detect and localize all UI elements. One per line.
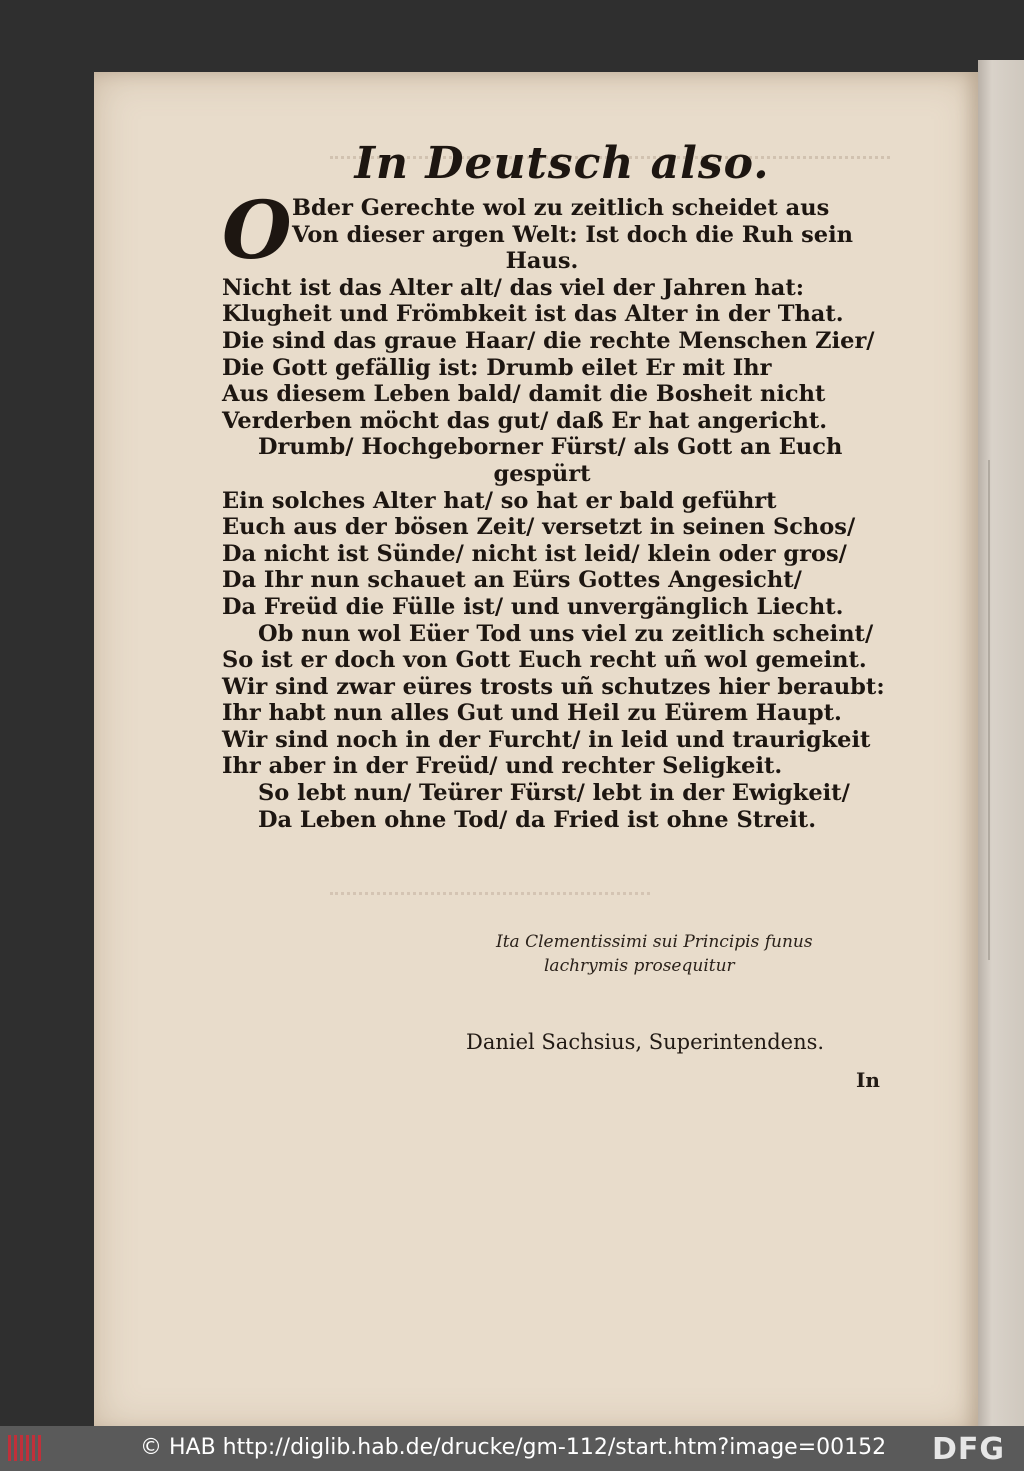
- poem-line: Haus.: [505, 248, 579, 275]
- poem-line: Ob nun wol Eüer Tod uns viel zu zeitlich scheint/: [258, 620, 874, 647]
- poem-line: Da Leben ohne Tod/ da Fried ist ohne Streit.: [258, 806, 817, 833]
- dfg-logo: DFG: [932, 1432, 1006, 1467]
- poem-line: Ihr habt nun alles Gut und Heil zu Eürem Haupt.: [222, 700, 842, 727]
- poem-block: [222, 138, 902, 833]
- footer-bar: [0, 1426, 1024, 1471]
- poem-line: Drumb/ Hochgeborner Fürst/ als Gott an Euch: [258, 434, 843, 461]
- copyright-url[interactable]: © HAB http://diglib.hab.de/drucke/gm-112/start.htm?image=00152: [140, 1435, 887, 1460]
- poem-line: So ist er doch von Gott Euch recht uñ wol gemeint.: [222, 647, 867, 674]
- adjacent-page-edge: [978, 60, 1024, 1426]
- poem-line: Aus diesem Leben bald/ damit die Bosheit nicht: [222, 381, 826, 408]
- poem-line: Euch aus der bösen Zeit/ versetzt in seinen Schos/: [222, 514, 856, 541]
- poem-line: Verderben möcht das gut/ daß Er hat angericht.: [222, 407, 828, 434]
- decorated-initial: O: [222, 183, 292, 277]
- latin-dedication: [496, 930, 876, 978]
- poem-line: Wir sind noch in der Furcht/ in leid und traurigkeit: [222, 726, 871, 753]
- catchword: In: [856, 1068, 880, 1092]
- poem-text: [222, 195, 902, 833]
- poem-line: Die Gott gefällig ist: Drumb eilet Er mit Ihr: [222, 354, 772, 381]
- poem-line: Ihr aber in der Freüd/ und rechter Seligkeit.: [222, 753, 783, 780]
- poem-line: Nicht ist das Alter alt/ das viel der Jahren hat:: [222, 274, 805, 301]
- poem-line: Wir sind zwar eüres trosts uñ schutzes hier beraubt:: [222, 673, 885, 700]
- poem-line: Die sind das graue Haar/ die rechte Menschen Zier/: [222, 327, 875, 354]
- page-heading: In Deutsch also.: [354, 138, 770, 189]
- book-page: [94, 72, 978, 1432]
- poem-line: Ein solches Alter hat/ so hat er bald geführt: [222, 487, 777, 514]
- poem-line: Von dieser argen Welt: Ist doch die Ruh sein: [292, 221, 853, 248]
- page-edge-shadow: [988, 460, 1010, 960]
- author-signature: Daniel Sachsius, Superintendens.: [466, 1030, 825, 1054]
- latin-line-1: Ita Clementissimi sui Principis funus: [496, 932, 813, 952]
- hab-logo-icon: [8, 1435, 44, 1461]
- poem-line: Klugheit und Frömbkeit ist das Alter in der That.: [222, 301, 844, 328]
- poem-line: Da nicht ist Sünde/ nicht ist leid/ klein oder gros/: [222, 540, 847, 567]
- poem-line: Da Freüd die Fülle ist/ und unvergänglich Liecht.: [222, 593, 844, 620]
- poem-line: gespürt: [493, 460, 591, 487]
- poem-line: Da Ihr nun schauet an Eürs Gottes Angesicht/: [222, 567, 802, 594]
- poem-line: Bder Gerechte wol zu zeitlich scheidet aus: [292, 195, 830, 221]
- latin-line-2: lachrymis prosequitur: [544, 956, 735, 976]
- poem-line: So lebt nun/ Teürer Fürst/ lebt in der Ewigkeit/: [258, 780, 850, 807]
